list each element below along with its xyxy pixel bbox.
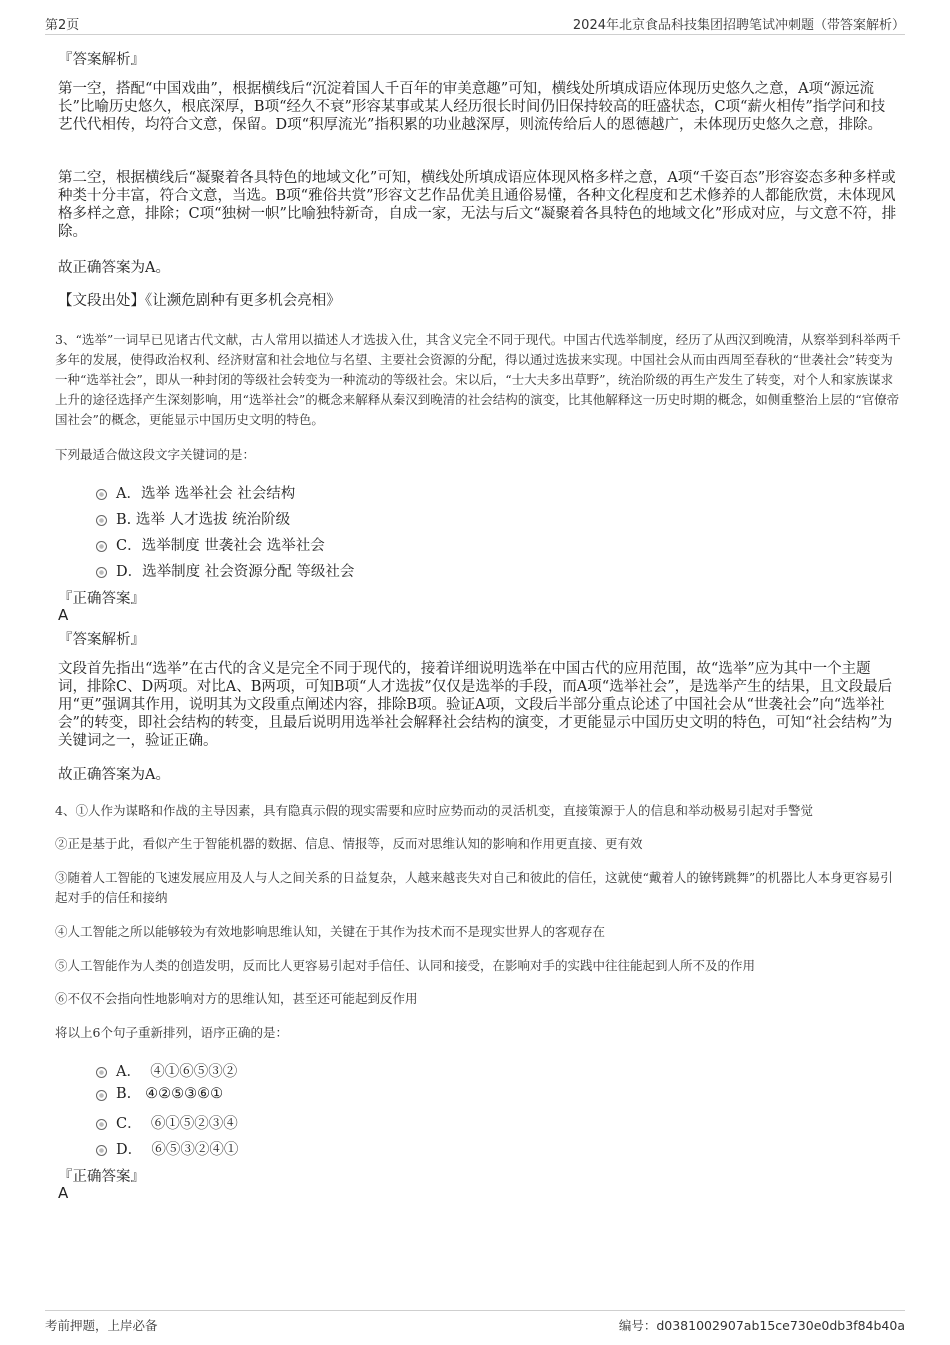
question-4-sentence-5: ⑤人工智能作为人类的创造发明，反而比人更容易引起对手信任、认同和接受，在影响对手的实践中往往能起到人所不及的作用 <box>55 958 756 973</box>
question-4-sentence-2: ②正是基于此，看似产生于智能机器的数据、信息、情报等，反而对思维认知的影响和作用更直接、更有效 <box>55 836 643 851</box>
option-label: A．选举 选举社会 社会结构 <box>116 486 296 502</box>
question-4-prompt: 将以上6个句子重新排列，语序正确的是： <box>55 1025 288 1040</box>
document-code: 编号：d0381002907ab15ce730e0db3f84b40a <box>618 1318 905 1333</box>
option-d[interactable] <box>96 560 354 581</box>
option-label: D． ⑥⑤③②④① <box>116 1142 239 1158</box>
option-a[interactable] <box>96 482 295 503</box>
correct-answer-label: 『正确答案』 <box>58 591 145 607</box>
page-number: 第2页 <box>45 18 80 33</box>
question-4-sentence-6: ⑥不仅不会指向性地影响对方的思维认知，甚至还可能起到反作用 <box>55 991 418 1006</box>
option-c[interactable] <box>96 1112 238 1133</box>
answer-analysis-label: 『答案解析』 <box>58 52 145 68</box>
option-d[interactable] <box>96 1138 238 1159</box>
answer-analysis-label: 『答案解析』 <box>58 632 145 648</box>
option-label: C．选举制度 世袭社会 选举社会 <box>116 538 325 554</box>
document-title: 2024年北京食品科技集团招聘笔试冲刺题（带答案解析） <box>572 18 905 33</box>
option-label: B. ④②⑤③⑥① <box>116 1086 224 1102</box>
page-footer <box>45 1310 905 1337</box>
question-4-sentence-4: ④人工智能之所以能够较为有效地影响思维认知，关键在于其作为技术而不是现实世界人的客观存在 <box>55 924 606 939</box>
analysis-paragraph-2: 第二空，根据横线后“凝聚着各具特色的地域文化”可知，横线处所填成语应体现风格多样之意，A项“千姿百态”形容姿态多种多样或种类十分丰富，符合文意，当选。B项“雅俗共赏”形容文艺作品优美且通俗易懂，各种文化程度和艺术修养的人都能欣赏，未体现风格多样之意，排除；C项“独树一帜”比喻独特新奇，自成一家，无法与后文“凝聚着各具特色的地域文化”形成对应，与文意不符，排除。 <box>58 170 897 240</box>
footer-slogan: 考前押题，上岸必备 <box>45 1318 158 1333</box>
option-label: C． ⑥①⑤②③④ <box>116 1116 238 1132</box>
correct-answer: A <box>58 1184 69 1202</box>
question-3-conclusion: 故正确答案为A。 <box>58 767 170 783</box>
question-4-sentence-1: 4、①人作为谋略和作战的主导因素，具有隐真示假的现实需要和应时应势而动的灵活机变，直接策源于人的信息和举动极易引起对手警觉 <box>55 803 813 818</box>
radio-icon[interactable] <box>96 515 107 526</box>
analysis-conclusion: 故正确答案为A。 <box>58 260 170 276</box>
question-3-prompt: 下列最适合做这段文字关键词的是： <box>55 447 256 462</box>
radio-icon[interactable] <box>96 1119 107 1130</box>
option-label: A． ④①⑥⑤③② <box>116 1064 238 1080</box>
passage-source: 【文段出处】《让濒危剧种有更多机会亮相》 <box>58 293 341 309</box>
option-b[interactable] <box>96 508 290 529</box>
option-c[interactable] <box>96 534 325 555</box>
radio-icon[interactable] <box>96 1067 107 1078</box>
question-3-passage: 3、“选举”一词早已见诸古代文献，古人常用以描述人才选拔入仕，其含义完全不同于现代。中国古代选举制度，经历了从西汉到晚清，从察举到科举两千多年的发展，使得政治权利、经济财富和社会地位与名望、主要社会资源的分配，得以通过选拔来实现。中国社会从而由西周至春秋的“世袭社会”转变为一种“选举社会”，即从一种封闭的等级社会转变为一种流动的等级社会。宋以后，“士大夫多出草野”，统治阶级的再生产发生了转变，对个人和家族谋求上升的途径选择产生深刻影响，用“选举社会”的概念来解释从秦汉到晚清的社会结构的演变，比其他解释这一历史时期的概念，如侧重整治上层的“官僚帝国社会”的概念，更能显示中国历史文明的特色。 <box>55 332 901 427</box>
option-label: D．选举制度 社会资源分配 等级社会 <box>116 564 355 580</box>
correct-answer: A <box>58 606 69 624</box>
radio-icon[interactable] <box>96 1145 107 1156</box>
page-header <box>45 12 905 35</box>
question-3-analysis: 文段首先指出“选举”在古代的含义是完全不同于现代的，接着详细说明选举在中国古代的应用范围，故“选举”应为其中一个主题词，排除C、D两项。对比A、B两项，可知B项“人才选拔”仅仅是选举的手段，而A项“选举社会”，是选举产生的结果，且文段最后用“更”强调其作用，说明其为文段重点阐述内容，排除B项。验证A项，文段后半部分重点论述了中国社会从“世袭社会”向“选举社会”的转变，即社会结构的转变，且最后说明用选举社会解释社会结构的演变，才更能显示中国历史文明的特色，可知“社会结构”为关键词之一，验证正确。 <box>58 661 893 749</box>
radio-icon[interactable] <box>96 1090 107 1101</box>
correct-answer-label: 『正确答案』 <box>58 1169 145 1185</box>
radio-icon[interactable] <box>96 489 107 500</box>
option-a[interactable] <box>96 1060 237 1081</box>
option-label: B. 选举 人才选拔 统治阶级 <box>116 512 291 528</box>
question-4-sentence-3: ③随着人工智能的飞速发展应用及人与人之间关系的日益复杂，人越来越丧失对自己和彼此的信任，这就使“戴着人的镣铐跳舞”的机器比人本身更容易引起对手的信任和接纳 <box>55 870 893 905</box>
option-b[interactable] <box>96 1086 223 1102</box>
radio-icon[interactable] <box>96 567 107 578</box>
analysis-paragraph-1: 第一空，搭配“中国戏曲”，根据横线后“沉淀着国人千百年的审美意趣”可知，横线处所填成语应体现历史悠久之意，A项“源远流长”比喻历史悠久，根底深厚，B项“经久不衰”形容某事或某人经历很长时间仍旧保持较高的旺盛状态，C项“薪火相传”指学问和技艺代代相传，均符合文意，保留。D项“积厚流光”指积累的功业越深厚，则流传给后人的恩德越广，未体现历史悠久之意，排除。 <box>58 81 886 133</box>
radio-icon[interactable] <box>96 541 107 552</box>
